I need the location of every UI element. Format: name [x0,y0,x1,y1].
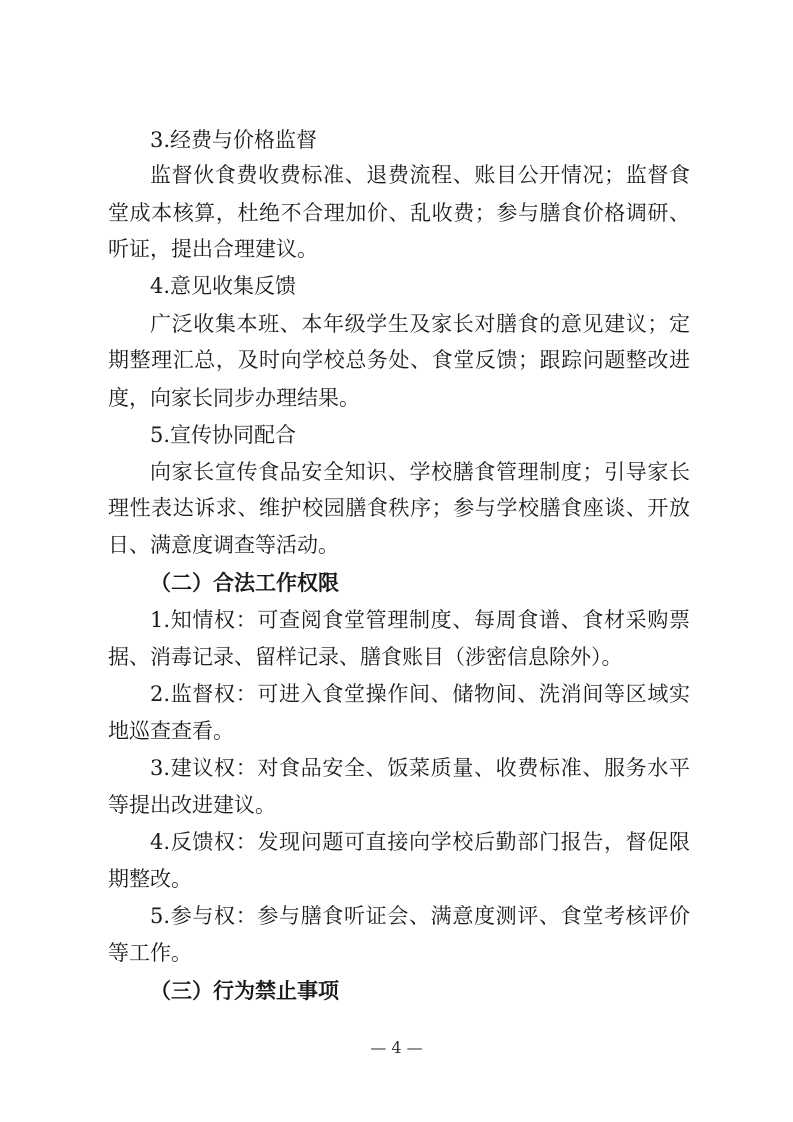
page-number: — 4 — [370,1038,423,1057]
list-item: 5.参与权：参与膳食听证会、满意度测评、食堂考核评价 [150,904,690,928]
paragraph-line: 向家长宣传食品安全知识、学校膳食管理制度；引导家长 [150,460,690,484]
paragraph-line: 监督伙食费收费标准、退费流程、账目公开情况；监督食 [150,163,690,187]
section-heading: 4.意见收集反馈 [150,274,297,298]
list-item-continuation: 据、消毒记录、留样记录、膳食账目（涉密信息除外）。 [108,645,623,669]
paragraph-line: 理性表达诉求、维护校园膳食秩序；参与学校膳食座谈、开放 [108,496,690,520]
section-heading: 5.宣传协同配合 [150,423,297,447]
paragraph-line: 听证，提出合理建议。 [108,237,318,261]
list-item-continuation: 地巡查查看。 [108,719,234,743]
paragraph-line: 堂成本核算，杜绝不合理加价、乱收费；参与膳食价格调研、 [108,201,690,225]
list-item-continuation: 等工作。 [108,941,192,965]
paragraph-line: 度，向家长同步办理结果。 [108,386,360,410]
paragraph-line: 期整理汇总，及时向学校总务处、食堂反馈；跟踪问题整改进 [108,348,690,372]
section-heading: 3.经费与价格监督 [150,128,318,152]
subheading-legal-rights: （二）合法工作权限 [150,571,339,595]
list-item: 1.知情权：可查阅食堂管理制度、每周食谱、食材采购票 [150,608,690,632]
subheading-prohibited-conduct: （三）行为禁止事项 [150,979,339,1003]
list-item: 2.监督权：可进入食堂操作间、储物间、洗消间等区域实 [150,682,690,706]
list-item: 4.反馈权：发现问题可直接向学校后勤部门报告，督促限 [150,830,690,854]
list-item: 3.建议权：对食品安全、饭菜质量、收费标准、服务水平 [150,756,690,780]
paragraph-line: 日、满意度调查等活动。 [108,533,339,557]
list-item-continuation: 等提出改进建议。 [108,793,276,817]
list-item-continuation: 期整改。 [108,867,192,891]
paragraph-line: 广泛收集本班、本年级学生及家长对膳食的意见建议；定 [150,312,690,336]
